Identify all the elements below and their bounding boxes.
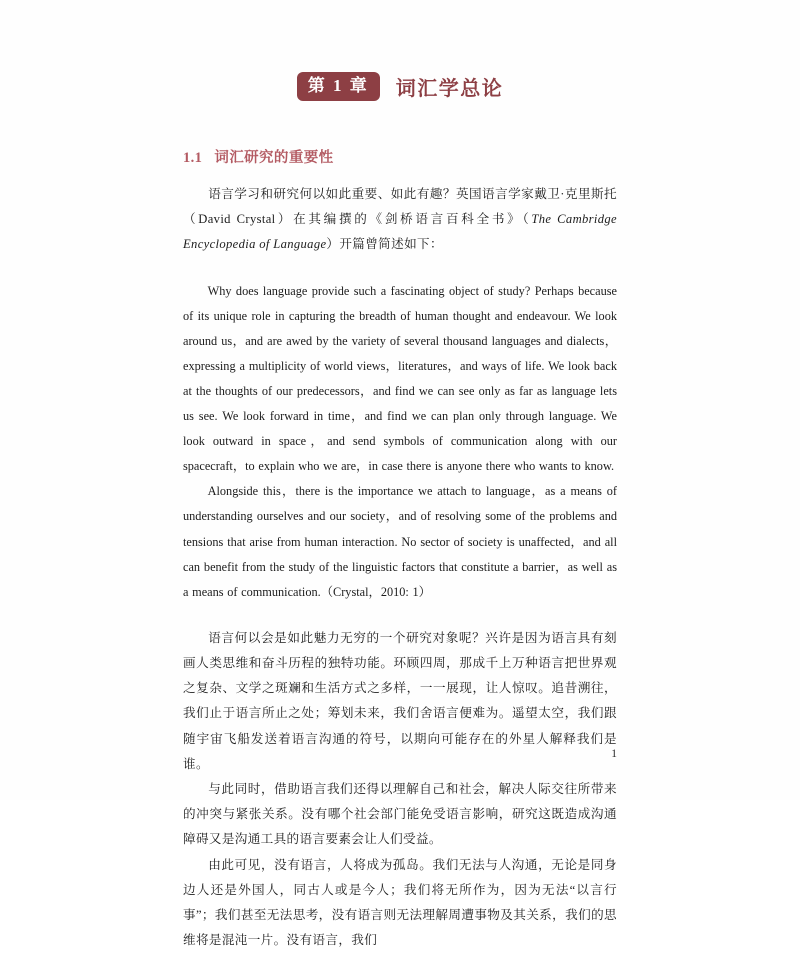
chapter-number-badge: 第 1 章: [297, 72, 380, 101]
page-number: 1: [611, 748, 617, 760]
spacer: [183, 258, 617, 279]
paragraph-cn-2: 与此同时，借助语言我们还得以理解自己和社会，解决人际交往所带来的冲突与紧张关系。没有哪个社会部门能免受语言影响，研究这既造成沟通障碍又是沟通工具的语言要素会让人们受益。: [183, 782, 617, 847]
book-title-italic: The Cambridge Encyclopedia of Language: [183, 212, 617, 252]
section-title: 词汇研究的重要性: [214, 150, 334, 166]
chapter-title: 词汇学总论: [395, 78, 504, 100]
paragraph-cn-1: 语言何以会是如此魅力无穷的一个研究对象呢？兴许是因为语言具有刻画人类思维和奋斗历程的独特功能。环顾四周，那成千上万种语言把世界观之复杂、文学之斑斓和生活方式之多样，一一展现，让人惊叹。追昔溯往，我们止于语言所止之处；筹划未来，我们舍语言便难为。遥望太空，我们跟随宇宙飞船发送着语言沟通的符号，以期向可能存在的外星人解释我们是谁。: [183, 630, 617, 771]
section-number: 1.1: [183, 150, 203, 166]
section-heading: [183, 146, 334, 167]
spacer: [183, 605, 617, 626]
paragraph-quote-en-2: Alongside this，there is the importance we attach to language，as a means of understanding ourselves and our society，and of resolving some of the problems and tensions that arise from human interaction. No sector of society is unaffected，and all can benefit from the study of the linguistic factors that constitute a barrier，as well as a means of communication.（Crystal，2010: 1）: [183, 484, 617, 599]
paragraph-intro-cn: 语言学习和研究何以如此重要、如此有趣？英国语言学家戴卫·克里斯托（David Crystal）在其编撰的《剑桥语言百科全书》（The Cambridge Encyclopedia of Language）开篇曾简述如下：: [183, 187, 617, 252]
chapter-header: [0, 72, 800, 101]
paragraph-cn-3: 由此可见，没有语言，人将成为孤岛。我们无法与人沟通，无论是同身边人还是外国人，同古人或是今人；我们将无所作为，因为无法“以言行事”；我们甚至无法思考，没有语言则无法理解周遭事物及其关系，我们的思维将是混沌一片。没有语言，我们: [183, 857, 617, 948]
document-body: [183, 182, 617, 953]
paragraph-quote-en-1: Why does language provide such a fascinating object of study? Perhaps because of its unique role in capturing the breadth of human thought and endeavour. We look around us，and are awed by the variety of several thousand languages and dialects，expressing a multiplicity of world views，literatures，and ways of life. We look back at the thoughts of our predecessors，and find we can see only as far as language lets us see. We look forward in time，and find we can plan only through language. We look outward in space，and send symbols of communication along with our spacecraft，to explain who we are，in case there is anyone there who wants to know.: [183, 283, 617, 474]
